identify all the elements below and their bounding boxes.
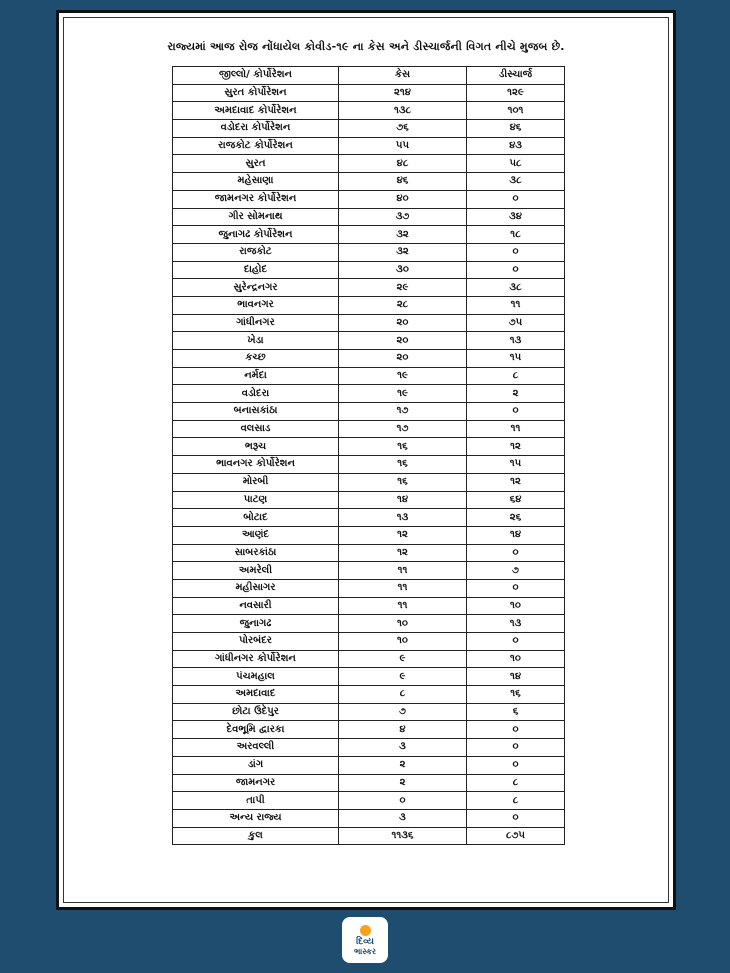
cases-cell: ૩૭ <box>339 208 467 226</box>
district-cell: ગાંધીનગર કોર્પોરેશન <box>173 650 339 668</box>
district-cell: છોટા ઉદેપુર <box>173 703 339 721</box>
divya-bhaskar-logo <box>342 917 388 963</box>
district-cell: અન્ય રાજ્ય <box>173 809 339 827</box>
table-row <box>173 491 565 509</box>
table-row <box>173 420 565 438</box>
district-cell: પોરબંદર <box>173 633 339 651</box>
table-row <box>173 296 565 314</box>
discharge-cell: ૨ <box>467 385 565 403</box>
total-label: કુલ <box>173 827 339 845</box>
table-row <box>173 438 565 456</box>
district-cell: પાટણ <box>173 491 339 509</box>
cases-cell: ૧૬ <box>339 456 467 474</box>
table-row <box>173 367 565 385</box>
district-cell: રાજકોટ <box>173 243 339 261</box>
logo-text-line2: ભાસ્કર <box>353 946 377 956</box>
discharge-cell: ૦ <box>467 721 565 739</box>
cases-cell: ૧૯ <box>339 367 467 385</box>
cases-cell: ૩ <box>339 739 467 757</box>
district-cell: અમદાવાદ કોર્પોરેશન <box>173 102 339 120</box>
district-cell: સુરેન્દ્રનગર <box>173 279 339 297</box>
table-row <box>173 509 565 527</box>
discharge-cell: ૮ <box>467 792 565 810</box>
district-cell: આણંદ <box>173 526 339 544</box>
cases-cell: ૧૧ <box>339 597 467 615</box>
discharge-cell: ૩૪ <box>467 208 565 226</box>
district-cell: બનાસકાંઠા <box>173 403 339 421</box>
discharge-cell: ૦ <box>467 579 565 597</box>
district-cell: અરવલ્લી <box>173 739 339 757</box>
table-row <box>173 792 565 810</box>
cases-cell: ૧૪ <box>339 491 467 509</box>
total-cases: ૧૧૩૬ <box>339 827 467 845</box>
discharge-cell: ૦ <box>467 544 565 562</box>
table-row <box>173 102 565 120</box>
table-row <box>173 615 565 633</box>
district-cell: બોટાદ <box>173 509 339 527</box>
district-cell: સાબરકાંઠા <box>173 544 339 562</box>
discharge-cell: ૬ <box>467 703 565 721</box>
table-row <box>173 686 565 704</box>
discharge-cell: ૧૫ <box>467 350 565 368</box>
discharge-cell: ૫૮ <box>467 155 565 173</box>
table-row <box>173 120 565 138</box>
district-cell: ખેડા <box>173 332 339 350</box>
discharge-cell: ૧૪ <box>467 526 565 544</box>
discharge-cell: ૧૨ <box>467 473 565 491</box>
table-row <box>173 226 565 244</box>
table-row <box>173 756 565 774</box>
discharge-cell: ૧૬ <box>467 686 565 704</box>
cases-cell: ૨ <box>339 756 467 774</box>
cases-cell: ૧૬ <box>339 438 467 456</box>
discharge-cell: ૩૮ <box>467 173 565 191</box>
column-header-discharge: ડીસ્ચાર્જ <box>467 67 565 85</box>
table-row <box>173 739 565 757</box>
cases-cell: ૧૦ <box>339 633 467 651</box>
discharge-cell: ૧૧ <box>467 420 565 438</box>
cases-cell: ૩ <box>339 809 467 827</box>
cases-cell: ૨૮ <box>339 296 467 314</box>
district-cell: રાજકોટ કોર્પોરેશન <box>173 137 339 155</box>
district-cell: મોરબી <box>173 473 339 491</box>
table-row <box>173 597 565 615</box>
table-row <box>173 155 565 173</box>
table-body <box>173 84 565 827</box>
district-cell: સુરત <box>173 155 339 173</box>
cases-cell: ૭ <box>339 703 467 721</box>
column-header-cases: કેસ <box>339 67 467 85</box>
discharge-cell: ૦ <box>467 739 565 757</box>
table-total-row <box>173 827 565 845</box>
discharge-cell: ૪૩ <box>467 137 565 155</box>
column-header-district: જીલ્લો/ કોર્પોરેશન <box>173 67 339 85</box>
document-page <box>63 17 669 903</box>
table-row <box>173 84 565 102</box>
table-row <box>173 809 565 827</box>
cases-cell: ૧૧ <box>339 579 467 597</box>
cases-cell: ૩૨ <box>339 226 467 244</box>
cases-cell: ૪૦ <box>339 190 467 208</box>
district-cell: ભરૂચ <box>173 438 339 456</box>
cases-cell: ૩૦ <box>339 261 467 279</box>
cases-cell: ૨૧૪ <box>339 84 467 102</box>
cases-cell: ૨૦ <box>339 332 467 350</box>
cases-cell: ૮ <box>339 686 467 704</box>
table-row <box>173 703 565 721</box>
discharge-cell: ૧૨૯ <box>467 84 565 102</box>
district-cell: પંચમહાલ <box>173 668 339 686</box>
cases-cell: ૭૬ <box>339 120 467 138</box>
cases-cell: ૧૯ <box>339 385 467 403</box>
table-row <box>173 650 565 668</box>
table-row <box>173 243 565 261</box>
discharge-cell: ૦ <box>467 633 565 651</box>
table-row <box>173 385 565 403</box>
cases-cell: ૪ <box>339 721 467 739</box>
cases-cell: ૫૫ <box>339 137 467 155</box>
discharge-cell: ૭ <box>467 562 565 580</box>
table-row <box>173 668 565 686</box>
district-cell: વડોદરા કોર્પોરેશન <box>173 120 339 138</box>
cases-cell: ૨૯ <box>339 279 467 297</box>
discharge-cell: ૦ <box>467 190 565 208</box>
district-cell: જામનગર <box>173 774 339 792</box>
table-row <box>173 332 565 350</box>
discharge-cell: ૧૫ <box>467 456 565 474</box>
document-frame <box>56 10 676 910</box>
district-cell: મહીસાગર <box>173 579 339 597</box>
table-row <box>173 350 565 368</box>
district-cell: દાહોદ <box>173 261 339 279</box>
cases-cell: ૧૩ <box>339 509 467 527</box>
discharge-cell: ૧૨ <box>467 438 565 456</box>
district-cell: તાપી <box>173 792 339 810</box>
logo-text-line1: દિવ્ય <box>356 936 374 947</box>
district-cell: ગાંધીનગર <box>173 314 339 332</box>
discharge-cell: ૧૦ <box>467 650 565 668</box>
cases-cell: ૪૬ <box>339 173 467 191</box>
total-discharge: ૮૭૫ <box>467 827 565 845</box>
cases-cell: ૧૨ <box>339 526 467 544</box>
discharge-cell: ૪૬ <box>467 120 565 138</box>
discharge-cell: ૧૧ <box>467 296 565 314</box>
table-row <box>173 173 565 191</box>
sun-dot-icon <box>360 925 371 936</box>
table-row <box>173 633 565 651</box>
table-row <box>173 403 565 421</box>
table-row <box>173 774 565 792</box>
district-cell: ભાવનગર કોર્પોરેશન <box>173 456 339 474</box>
district-cell: નર્મદા <box>173 367 339 385</box>
district-cell: ડાંગ <box>173 756 339 774</box>
district-cell: ગીર સોમનાથ <box>173 208 339 226</box>
discharge-cell: ૧૩ <box>467 332 565 350</box>
table-row <box>173 314 565 332</box>
discharge-cell: ૦ <box>467 261 565 279</box>
table-row <box>173 261 565 279</box>
cases-cell: ૦ <box>339 792 467 810</box>
discharge-cell: ૦ <box>467 756 565 774</box>
discharge-cell: ૦ <box>467 403 565 421</box>
table-row <box>173 279 565 297</box>
district-cell: અમદાવાદ <box>173 686 339 704</box>
district-cell: જામનગર કોર્પોરેશન <box>173 190 339 208</box>
district-cell: મહેસાણા <box>173 173 339 191</box>
document-title: રાજ્યમાં આજ રોજ નોંધાયેલ કોવીડ-૧૯ ના કેસ અને ડીસ્ચાર્જની વિગત નીચે મુજબ છે. <box>167 40 565 53</box>
discharge-cell: ૧૮ <box>467 226 565 244</box>
cases-cell: ૪૮ <box>339 155 467 173</box>
cases-cell: ૧૩૮ <box>339 102 467 120</box>
table-row <box>173 137 565 155</box>
discharge-cell: ૮ <box>467 774 565 792</box>
cases-cell: ૧૬ <box>339 473 467 491</box>
discharge-cell: ૬૪ <box>467 491 565 509</box>
cases-cell: ૯ <box>339 668 467 686</box>
table-row <box>173 562 565 580</box>
cases-cell: ૧૭ <box>339 420 467 438</box>
district-cell: વલસાડ <box>173 420 339 438</box>
district-cell: દેવભૂમિ દ્વારકા <box>173 721 339 739</box>
cases-cell: ૨ <box>339 774 467 792</box>
discharge-cell: ૦ <box>467 243 565 261</box>
cases-cell: ૧૨ <box>339 544 467 562</box>
district-cell: વડોદરા <box>173 385 339 403</box>
district-cell: અમરેલી <box>173 562 339 580</box>
cases-cell: ૨૦ <box>339 314 467 332</box>
table-row <box>173 208 565 226</box>
district-cell: જુનાગઢ કોર્પોરેશન <box>173 226 339 244</box>
table-header-row <box>173 67 565 85</box>
district-cell: સુરત કોર્પોરેશન <box>173 84 339 102</box>
cases-cell: ૨૦ <box>339 350 467 368</box>
covid-cases-table <box>172 66 565 845</box>
district-cell: નવસારી <box>173 597 339 615</box>
table-row <box>173 721 565 739</box>
cases-cell: ૩૨ <box>339 243 467 261</box>
table-row <box>173 456 565 474</box>
district-cell: જુનાગઢ <box>173 615 339 633</box>
cases-cell: ૧૧ <box>339 562 467 580</box>
discharge-cell: ૨૬ <box>467 509 565 527</box>
discharge-cell: ૦ <box>467 809 565 827</box>
district-cell: કચ્છ <box>173 350 339 368</box>
discharge-cell: ૧૦ <box>467 597 565 615</box>
discharge-cell: ૮ <box>467 367 565 385</box>
discharge-cell: ૭૫ <box>467 314 565 332</box>
table-row <box>173 579 565 597</box>
cases-cell: ૧૦ <box>339 615 467 633</box>
discharge-cell: ૧૪ <box>467 668 565 686</box>
table-row <box>173 526 565 544</box>
table-row <box>173 190 565 208</box>
discharge-cell: ૩૮ <box>467 279 565 297</box>
table-row <box>173 544 565 562</box>
discharge-cell: ૧૦૧ <box>467 102 565 120</box>
table-row <box>173 473 565 491</box>
discharge-cell: ૧૩ <box>467 615 565 633</box>
district-cell: ભાવનગર <box>173 296 339 314</box>
cases-cell: ૧૭ <box>339 403 467 421</box>
cases-cell: ૯ <box>339 650 467 668</box>
